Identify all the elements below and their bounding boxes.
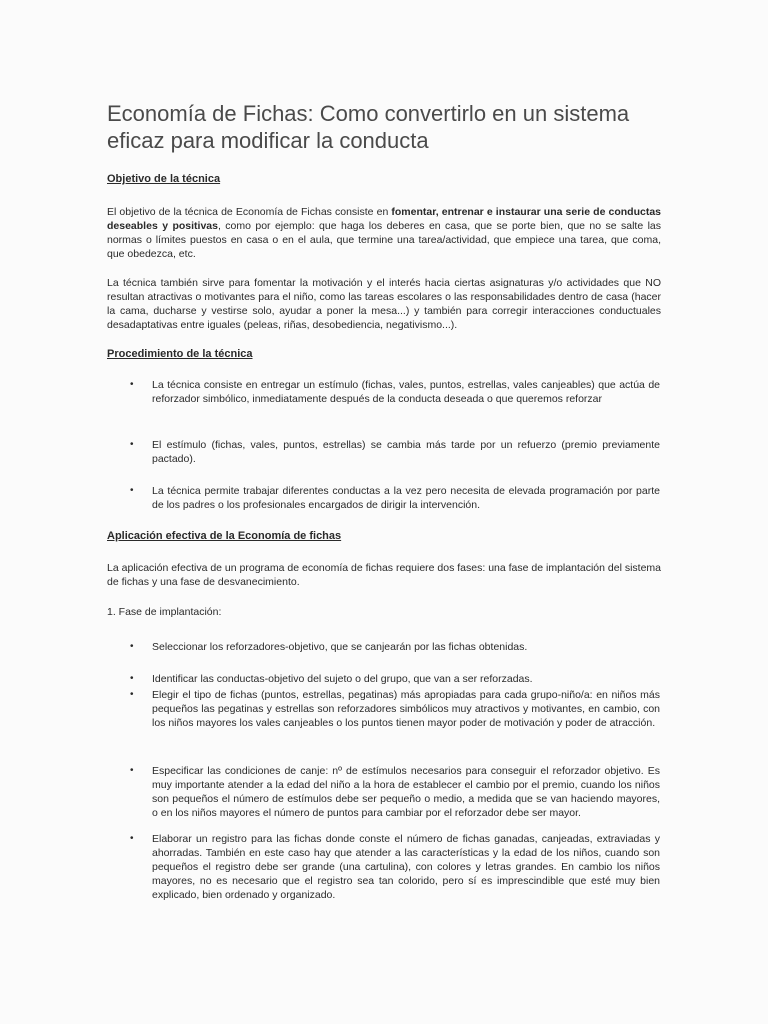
bullet-icon: • <box>130 689 134 700</box>
list-item: El estímulo (fichas, vales, puntos, estrellas) se cambia más tarde por un refuerzo (premio previamente pactado). <box>152 439 660 465</box>
list-item: Seleccionar los reforzadores-objetivo, que se canjearán por las fichas obtenidas. <box>152 641 528 653</box>
list-item: Identificar las conductas-objetivo del sujeto o del grupo, que van a ser reforzadas. <box>152 673 533 685</box>
paragraph-aplicacion: La aplicación efectiva de un programa de economía de fichas requiere dos fases: una fase de implantación del sistema de fichas y una fase de desvanecimiento. <box>107 562 661 588</box>
bullet-icon: • <box>130 439 134 450</box>
list-item: La técnica permite trabajar diferentes conductas a la vez pero necesita de elevada programación por parte de los padres o los profesionales encargados de dirigir la intervención. <box>152 485 660 511</box>
section-heading-objetivo: Objetivo de la técnica <box>107 173 221 185</box>
section-heading-aplicacion: Aplicación efectiva de la Economía de fichas <box>107 530 342 542</box>
list-item: La técnica consiste en entregar un estímulo (fichas, vales, puntos, estrellas, vales canjeables) que actúa de reforzador simbólico, inmediatamente después de la conducta deseada o que queremos reforzar <box>152 379 660 405</box>
paragraph-objetivo <box>107 205 661 261</box>
list-item: Especificar las condiciones de canje: nº de estímulos necesarios para conseguir el reforzador objetivo. Es muy importante atender a la edad del niño a la hora de establecer el cambio por el premio, cuando los niños son pequeños el número de estímulos debe ser pequeño o medio, a medida que se van haciendo mayores, o en los niños mayores el número de puntos para cambiar por el reforzador debe ser mayor. <box>152 765 660 819</box>
bullet-icon: • <box>130 641 134 652</box>
bullet-icon: • <box>130 833 134 844</box>
list-item: Elegir el tipo de fichas (puntos, estrellas, pegatinas) más apropiadas para cada grupo-niño/a: en niños más pequeños las pegatinas y estrellas son reforzadores simbólicos muy atractivos y motivantes, en cambio, con los niños mayores los vales canjeables o los puntos tienen mayor poder de motivación y poder de atracción. <box>152 689 660 729</box>
paragraph-motivacion: La técnica también sirve para fomentar la motivación y el interés hacia ciertas asignaturas y/o actividades que NO resultan atractivas o motivantes para el niño, como las tareas escolares o las responsabilidades dentro de casa (hacer la cama, ducharse y vestirse solo, ayudar a poner la mesa...) y también para corregir interacciones conductuales desadaptativas entre iguales (peleas, riñas, desobediencia, negativismo...). <box>107 277 661 331</box>
section-heading-procedimiento: Procedimiento de la técnica <box>107 348 253 360</box>
document-title: Economía de Fichas: Como convertirlo en un sistema eficaz para modificar la conducta <box>107 101 630 153</box>
paragraph-bold-text: fomentar, entrenar e instaurar una serie de conductas deseables y positivas <box>107 206 662 232</box>
bullet-icon: • <box>130 765 134 776</box>
phase-label: 1. Fase de implantación: <box>107 606 222 618</box>
paragraph-text: El objetivo de la técnica de Economía de Fichas consiste en <box>107 206 392 218</box>
bullet-icon: • <box>130 379 134 390</box>
bullet-icon: • <box>130 485 134 496</box>
list-item: Elaborar un registro para las fichas donde conste el número de fichas ganadas, canjeadas, extraviadas y ahorradas. También en este caso hay que atender a las características y la edad de los niños, cuando son pequeños el registro debe ser grande (una cartulina), con colores y letras grandes. En cambio los niños mayores, no es necesario que el registro sea tan colorido, pero sí es imprescindible que esté muy bien explicado, bien ordenado y organizado. <box>152 833 660 901</box>
paragraph-text: , como por ejemplo: que haga los deberes en casa, que se porte bien, que no se salte las normas o límites puestos en casa o en el aula, que termine una tarea/actividad, que empiece una tarea, que coma, que obedezca, etc. <box>107 220 661 260</box>
bullet-icon: • <box>130 673 134 684</box>
